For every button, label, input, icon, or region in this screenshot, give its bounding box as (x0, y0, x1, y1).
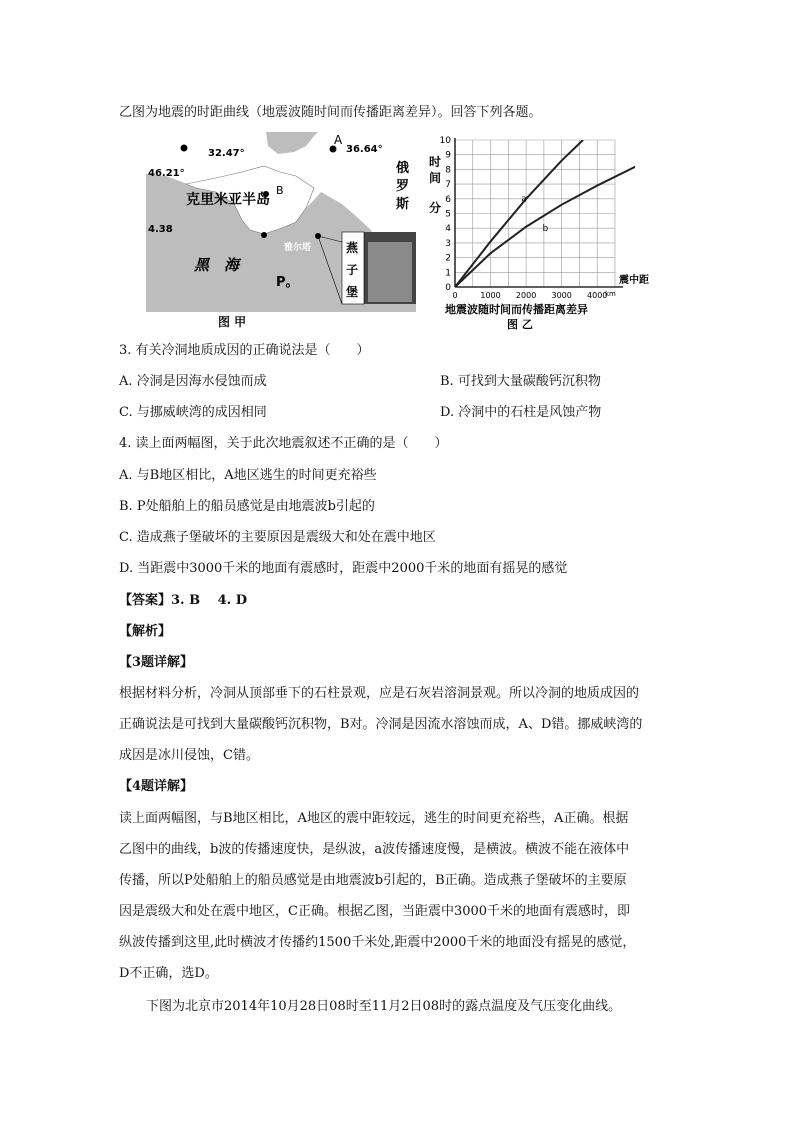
detail-3-line: 成因是冰川侵蚀，C错。 (119, 748, 259, 763)
y-tick-label: 9 (445, 150, 451, 161)
q3-stem: 3. 有关冷洞地质成因的正确说法是（ ） (119, 343, 370, 358)
y-tick-label: 3 (445, 238, 451, 249)
detail-3-line: 根据材料分析，冷洞从顶部垂下的石柱景观，应是石灰岩溶洞景观。所以冷洞的地质成因的 (119, 686, 640, 701)
x-tick-label: 0 (452, 291, 458, 300)
crimea-map (146, 132, 416, 312)
intro-text: 乙图为地震的时距曲线（地震波随时间而传播距离差异）。回答下列各题。 (119, 105, 542, 120)
svg-text:罗: 罗 (396, 179, 410, 194)
x-tick-label: 1000 (480, 291, 501, 300)
detail-3-title: 【3题详解】 (119, 655, 194, 670)
x-tick-label: 4000 (587, 291, 608, 300)
analysis-title: 【解析】 (119, 624, 172, 639)
q3-option-d: D. 冷洞中的石柱是风蚀产物 (440, 405, 602, 420)
q4-option-a: A. 与B地区相比，A地区逃生的时间更充裕些 (119, 468, 377, 483)
x-tick-label: 2000 (515, 291, 537, 300)
y-tick-label: 7 (445, 180, 451, 191)
point-b-label: B (276, 184, 284, 197)
y-tick-label: 5 (445, 209, 451, 220)
yalta-label: 雅尔塔 (284, 243, 312, 253)
chart-title: 地震波随时间而传播距离差异 (445, 303, 588, 316)
castle-label (346, 240, 359, 299)
svg-text:斯: 斯 (396, 197, 410, 212)
lat4-label: 4.38 (148, 224, 173, 235)
peninsula-label: 克里米亚半岛 (186, 192, 270, 208)
russia-label (396, 160, 409, 212)
point-p-label: P。 (276, 275, 299, 290)
lat1-label: 32.47° (208, 148, 245, 159)
lat2-label: 36.64° (346, 144, 383, 155)
x-axis-unit: km (605, 290, 616, 298)
detail-4-line: 乙图中的曲线，b波的传播速度快，是纵波，a波传播速度慢，是横波。横波不能在液体中 (119, 842, 630, 857)
y-axis-label: 间 (429, 171, 442, 185)
y-tick-label: 4 (445, 224, 451, 235)
detail-4-line: D不正确，选D。 (119, 966, 218, 981)
series-line-b (455, 159, 651, 287)
y-tick-label: 1 (445, 268, 451, 279)
chart-caption: 图 乙 (507, 318, 533, 331)
detail-4-title: 【4题详解】 (119, 779, 194, 794)
sea-label: 黑 海 (194, 256, 240, 274)
svg-text:堡: 堡 (346, 285, 359, 299)
q4-option-d: D. 当距震中3000千米的地面有震感时，距震中2000千米的地面有摇晃的感觉 (119, 561, 568, 576)
next-question-intro: 下图为北京市2014年10月28日08时至11月2日08时的露点温度及气压变化曲线。 (146, 999, 622, 1014)
y-tick-label: 2 (445, 253, 451, 264)
svg-text:俄: 俄 (396, 161, 410, 176)
detail-4-line: 读上面两幅图，与B地区相比，A地区的震中距较远，逃生的时间更充裕些，A正确。根据 (119, 811, 629, 826)
q4-option-c: C. 造成燕子堡破坏的主要原因是震级大和处在震中地区 (119, 530, 436, 545)
q3-option-b: B. 可找到大量碳酸钙沉积物 (440, 374, 601, 389)
point-a-label: A (334, 133, 343, 147)
x-tick-label: 3000 (551, 291, 572, 300)
y-tick-label: 8 (445, 165, 451, 176)
answer-line: 【答案】3. B 4. D (119, 593, 247, 608)
q4-option-b: B. P处船舶上的船员感觉是由地震波b引起的 (119, 499, 375, 514)
detail-4-line: 因是震级大和处在震中地区，C正确。根据乙图，当距震中3000千米的地面有震感时，即 (119, 904, 631, 919)
x-axis-label: 震中距 (619, 275, 649, 286)
y-tick-label: 6 (445, 194, 451, 205)
y-axis-label: 分 (429, 201, 442, 215)
series-label-a: a (521, 194, 527, 205)
q3-option-a: A. 冷洞是因海水侵蚀而成 (119, 374, 267, 389)
svg-text:燕: 燕 (346, 241, 359, 255)
q3-option-c: C. 与挪威峡湾的成因相同 (119, 405, 267, 420)
series-label-b: b (542, 223, 549, 234)
y-tick-label: 0 (445, 283, 451, 293)
y-tick-label: 10 (439, 136, 451, 146)
y-axis-label: 时 (429, 155, 442, 169)
map-caption: 图 甲 (218, 315, 247, 329)
svg-text:子: 子 (346, 263, 359, 277)
lat3-label: 46.21° (148, 168, 185, 179)
seismic-chart (425, 132, 670, 332)
detail-3-line: 正确说法是可找到大量碳酸钙沉积物，B对。冷洞是因流水溶蚀而成，A、D错。挪威峡湾的 (119, 717, 643, 732)
detail-4-line: 纵波传播到这里,此时横波才传播约1500千米处,距震中2000千米的地面没有摇晃的感觉， (119, 935, 636, 950)
detail-4-line: 传播，所以P处船舶上的船员感觉是由地震波b引起的，B正确。造成燕子堡破坏的主要原 (119, 873, 627, 888)
q4-stem: 4. 读上面两幅图，关于此次地震叙述不正确的是（ ） (119, 436, 448, 451)
